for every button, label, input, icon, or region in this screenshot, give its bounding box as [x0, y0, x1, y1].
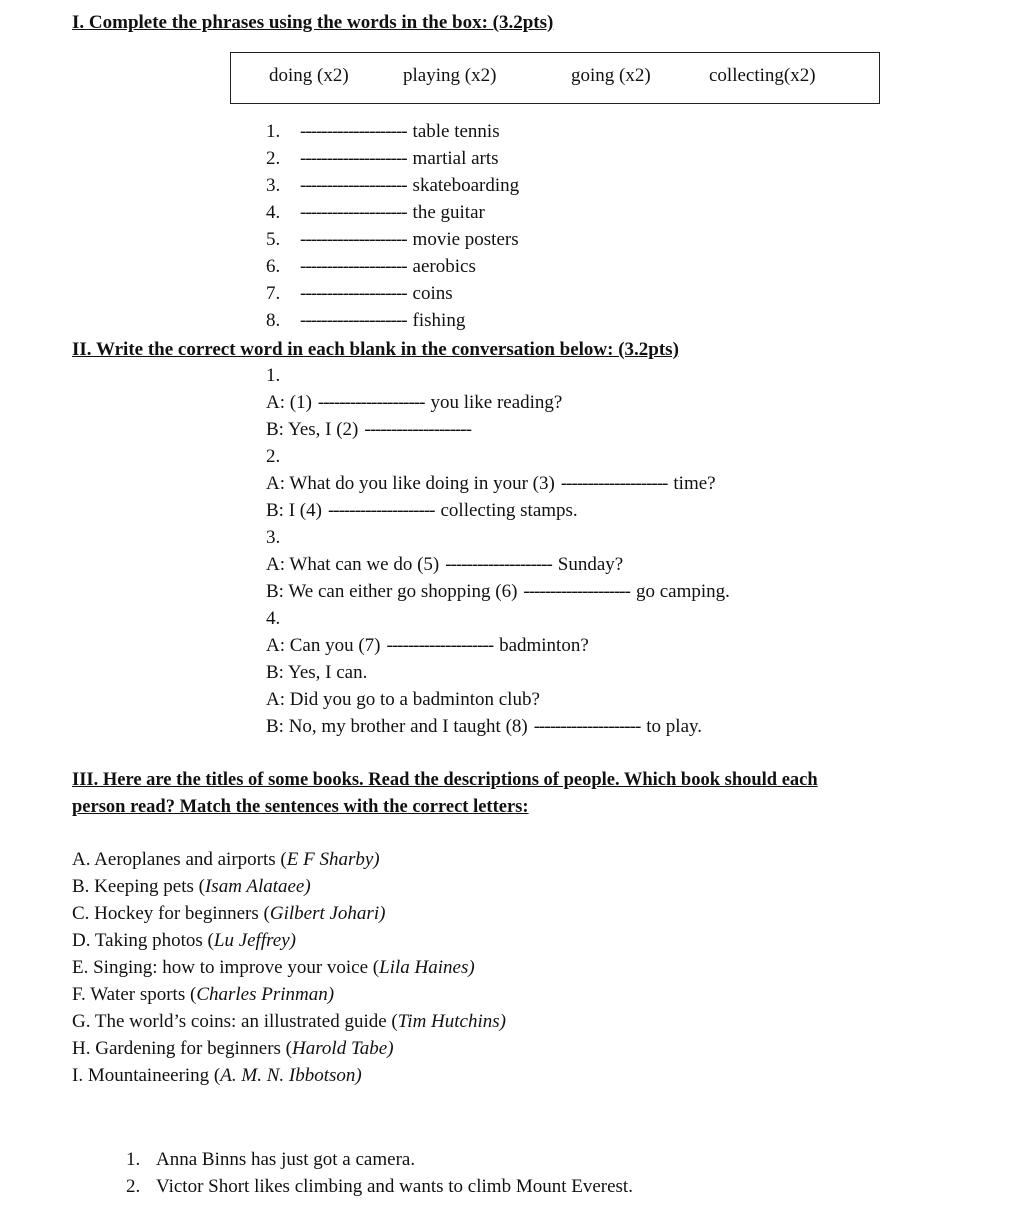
book-list [72, 849, 506, 1092]
book-item: H. Gardening for beginners (Harold Tabe) [72, 1038, 394, 1059]
phrase-item: 6. -------------------- aerobics [266, 256, 476, 277]
conversation-line: A: Can you (7) -------------------- badminton? [266, 635, 589, 656]
answer-blank[interactable]: -------------------- [300, 283, 407, 304]
section-1-heading: I. Complete the phrases using the words in the box: (3.2pts) [72, 12, 554, 33]
conversation-line: A: What can we do (5) -------------------- Sunday? [266, 554, 624, 575]
answer-blank[interactable]: -------------------- [300, 148, 407, 169]
person-item: 2. Victor Short likes climbing and wants to climb Mount Everest. [126, 1176, 633, 1197]
conversation-line: A: Did you go to a badminton club? [266, 689, 540, 710]
person-item: 1. Anna Binns has just got a camera. [126, 1149, 416, 1170]
phrase-list [266, 121, 519, 337]
book-item: A. Aeroplanes and airports (E F Sharby) [72, 849, 380, 870]
conversation-line: B: I (4) -------------------- collecting stamps. [266, 500, 578, 521]
answer-blank[interactable]: -------------------- [523, 581, 630, 602]
book-item: B. Keeping pets (Isam Alataee) [72, 876, 311, 897]
book-item: D. Taking photos (Lu Jeffrey) [72, 930, 296, 951]
answer-blank[interactable]: -------------------- [364, 419, 471, 440]
answer-blank[interactable]: -------------------- [533, 716, 641, 737]
section-3-heading-line-1: III. Here are the titles of some books. Read the descriptions of people. Which book should each [72, 770, 818, 790]
answer-blank[interactable]: -------------------- [300, 175, 407, 196]
conversation-line: B: No, my brother and I taught (8) -------------------- to play. [266, 716, 703, 737]
answer-blank[interactable]: -------------------- [300, 229, 407, 250]
book-item: I. Mountaineering (A. M. N. Ibbotson) [72, 1065, 362, 1086]
phrase-item: 7. -------------------- coins [266, 283, 453, 304]
word-box-item: doing (x2) [269, 65, 349, 86]
section-2-heading: II. Write the correct word in each blank in the conversation below: (3.2pts) [72, 339, 679, 360]
conversation-line: 4. [266, 608, 281, 629]
conversation-line: B: Yes, I can. [266, 662, 368, 683]
book-item: C. Hockey for beginners (Gilbert Johari) [72, 903, 386, 924]
phrase-item: 3. -------------------- skateboarding [266, 175, 520, 196]
phrase-item: 8. -------------------- fishing [266, 310, 466, 331]
answer-blank[interactable]: -------------------- [386, 635, 494, 656]
answer-blank[interactable]: -------------------- [560, 473, 668, 494]
answer-blank[interactable]: -------------------- [300, 121, 407, 142]
conversation-line: B: Yes, I (2) -------------------- [266, 419, 471, 440]
word-box-item: going (x2) [571, 65, 651, 86]
phrase-item: 2. -------------------- martial arts [266, 148, 499, 169]
answer-blank[interactable]: -------------------- [327, 500, 435, 521]
phrase-item: 4. -------------------- the guitar [266, 202, 485, 223]
answer-blank[interactable]: -------------------- [300, 202, 407, 223]
section-3-heading-line-2: person read? Match the sentences with the correct letters: [72, 797, 529, 817]
people-list [126, 1149, 633, 1203]
conversation-line: A: What do you like doing in your (3) -------------------- time? [266, 473, 716, 494]
phrase-item: 1. -------------------- table tennis [266, 121, 500, 142]
conversation [266, 365, 730, 743]
conversation-line: 3. [266, 527, 281, 548]
conversation-line: 1. [266, 365, 281, 386]
answer-blank[interactable]: -------------------- [445, 554, 552, 575]
word-box [230, 52, 880, 104]
answer-blank[interactable]: -------------------- [300, 256, 407, 277]
phrase-item: 5. -------------------- movie posters [266, 229, 519, 250]
word-box-item: playing (x2) [403, 65, 497, 86]
conversation-line: B: We can either go shopping (6) -------------------- go camping. [266, 581, 730, 602]
word-box-item: collecting(x2) [709, 65, 816, 86]
conversation-line: 2. [266, 446, 281, 467]
answer-blank[interactable]: -------------------- [300, 310, 407, 331]
conversation-line: A: (1) -------------------- you like reading? [266, 392, 563, 413]
book-item: G. The world’s coins: an illustrated guide (Tim Hutchins) [72, 1011, 506, 1032]
answer-blank[interactable]: -------------------- [317, 392, 425, 413]
book-item: E. Singing: how to improve your voice (Lila Haines) [72, 957, 475, 978]
book-item: F. Water sports (Charles Prinman) [72, 984, 335, 1005]
